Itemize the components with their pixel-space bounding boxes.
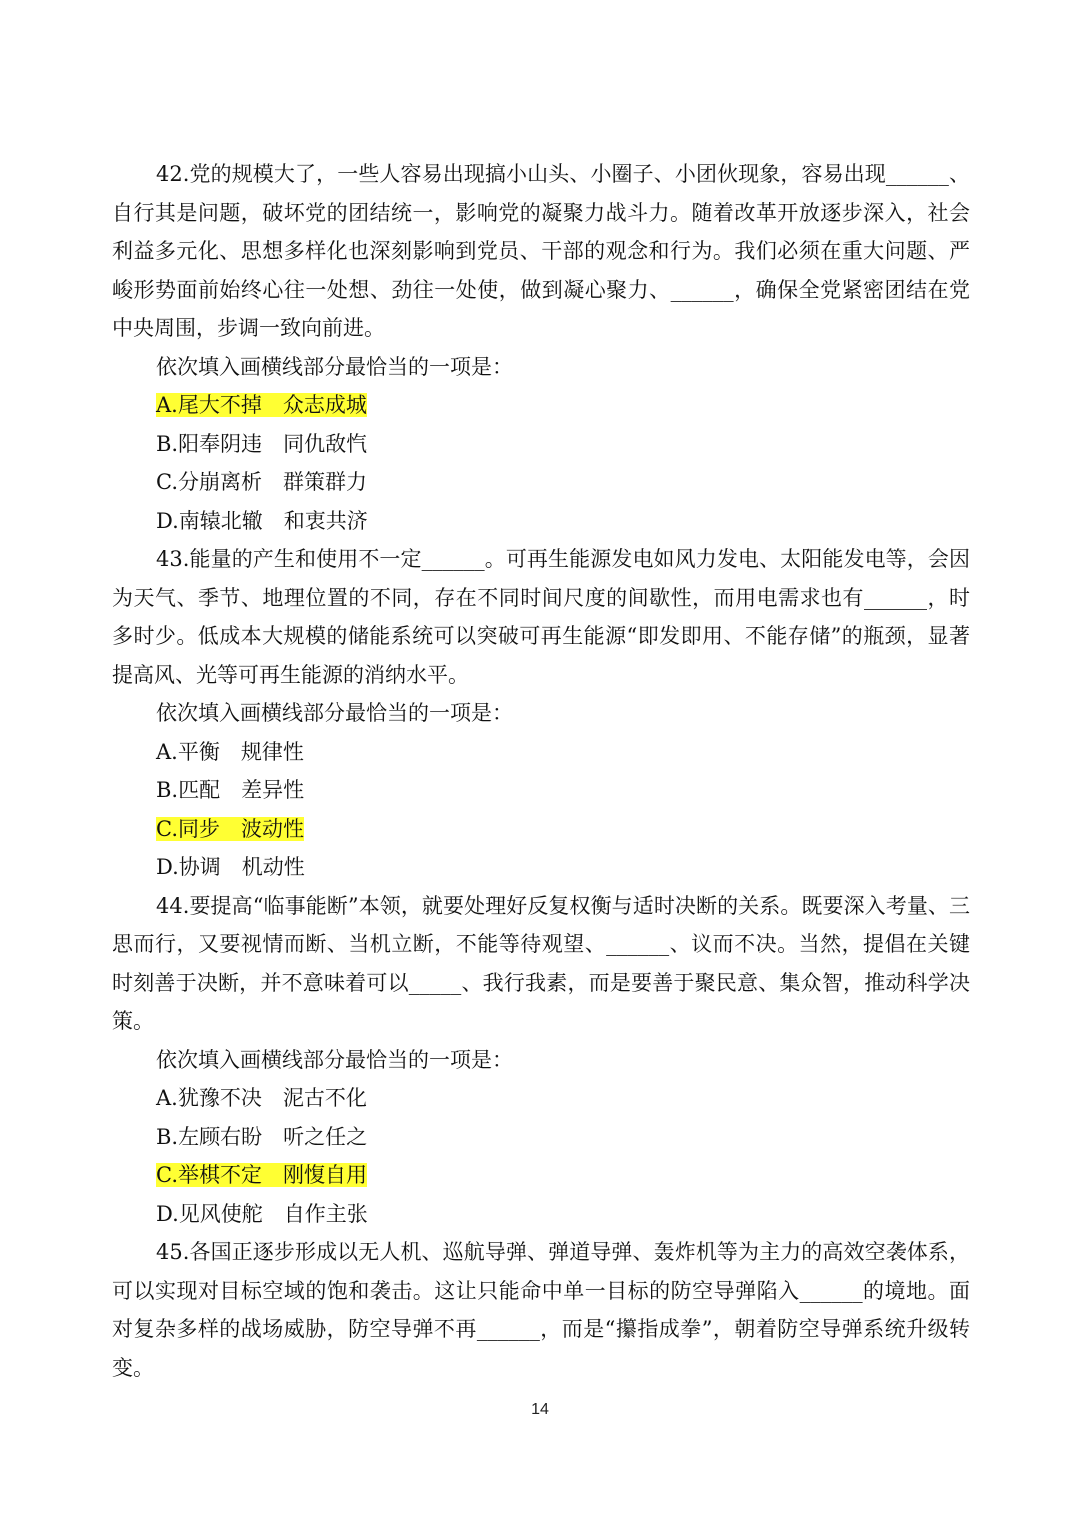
question-45-text: 45.各国正逐步形成以无人机、巡航导弹、弹道导弹、轰炸机等为主力的高效空袭体系，可以实现对目标空域的饱和袭击。这让只能命中单一目标的防空导弹陷入______的境地。面对复杂多样的战场威胁，防空导弹不再______，而是“攥指成拳”，朝着防空导弹系统升级转变。 [112,1240,970,1380]
question-44-option-c [112,1156,970,1195]
question-44-option-a [112,1079,970,1118]
option-label: B.左顾右盼 听之任之 [156,1124,368,1149]
option-label: A.尾大不掉 众志成城 [156,393,367,417]
question-44-text: 44.要提高“临事能断”本领，就要处理好反复权衡与适时决断的关系。既要深入考量、三思而行，又要视情而断、当机立断，不能等待观望、______、议而不决。当然，提倡在关键时刻善于决断，并不意味着可以_____、我行我素，而是要善于聚民意、集众智，推动科学决策。 [112,893,970,1033]
page-number: 14 [531,1401,549,1418]
option-label: C.分崩离析 群策群力 [156,470,367,494]
question-42-text: 42.党的规模大了，一些人容易出现搞小山头、小圈子、小团伙现象，容易出现______、自行其是问题，破坏党的团结统一，影响党的凝聚力战斗力。随着改革开放逐步深入，社会利益多元化、思想多样化也深刻影响到党员、干部的观念和行为。我们必须在重大问题、严峻形势面前始终心往一处想、劲往一处使，做到凝心聚力、______，确保全党紧密团结在党中央周围，步调一致向前进。 [112,162,970,340]
option-label: C.同步 波动性 [156,816,304,841]
question-44-prompt: 依次填入画横线部分最恰当的一项是： [156,1047,513,1072]
option-label: C.举棋不定 刚愎自用 [156,1163,367,1187]
option-label: A.平衡 规律性 [156,739,304,764]
question-42-option-b [112,425,970,464]
option-label: B.阳奉阴违 同仇敌忾 [156,431,368,456]
document-page [112,155,970,1387]
option-label: D.南辕北辙 和衷共济 [156,508,368,533]
question-44-option-d [112,1195,970,1234]
question-42-prompt: 依次填入画横线部分最恰当的一项是： [156,354,513,379]
option-label: D.协调 机动性 [156,855,305,879]
question-43-prompt: 依次填入画横线部分最恰当的一项是： [156,701,513,725]
question-43-option-a [112,733,970,772]
question-42-option-d [112,502,970,541]
option-label: A.犹豫不决 泥古不化 [156,1086,367,1110]
question-42-option-c [112,463,970,502]
question-43-option-b [112,771,970,810]
question-44-option-b [112,1118,970,1157]
question-43-option-d [112,848,970,887]
option-label: B.匹配 差异性 [156,778,305,802]
question-42-option-a [112,386,970,425]
question-43-text: 43.能量的产生和使用不一定______。可再生能源发电如风力发电、太阳能发电等，会因为天气、季节、地理位置的不同，存在不同时间尺度的间歇性，而用电需求也有______，时多时少。低成本大规模的储能系统可以突破可再生能源“即发即用、不能存储”的瓶颈，显著提高风、光等可再生能源的消纳水平。 [112,547,970,687]
option-label: D.见风使舵 自作主张 [156,1201,368,1226]
question-43-option-c [112,810,970,849]
